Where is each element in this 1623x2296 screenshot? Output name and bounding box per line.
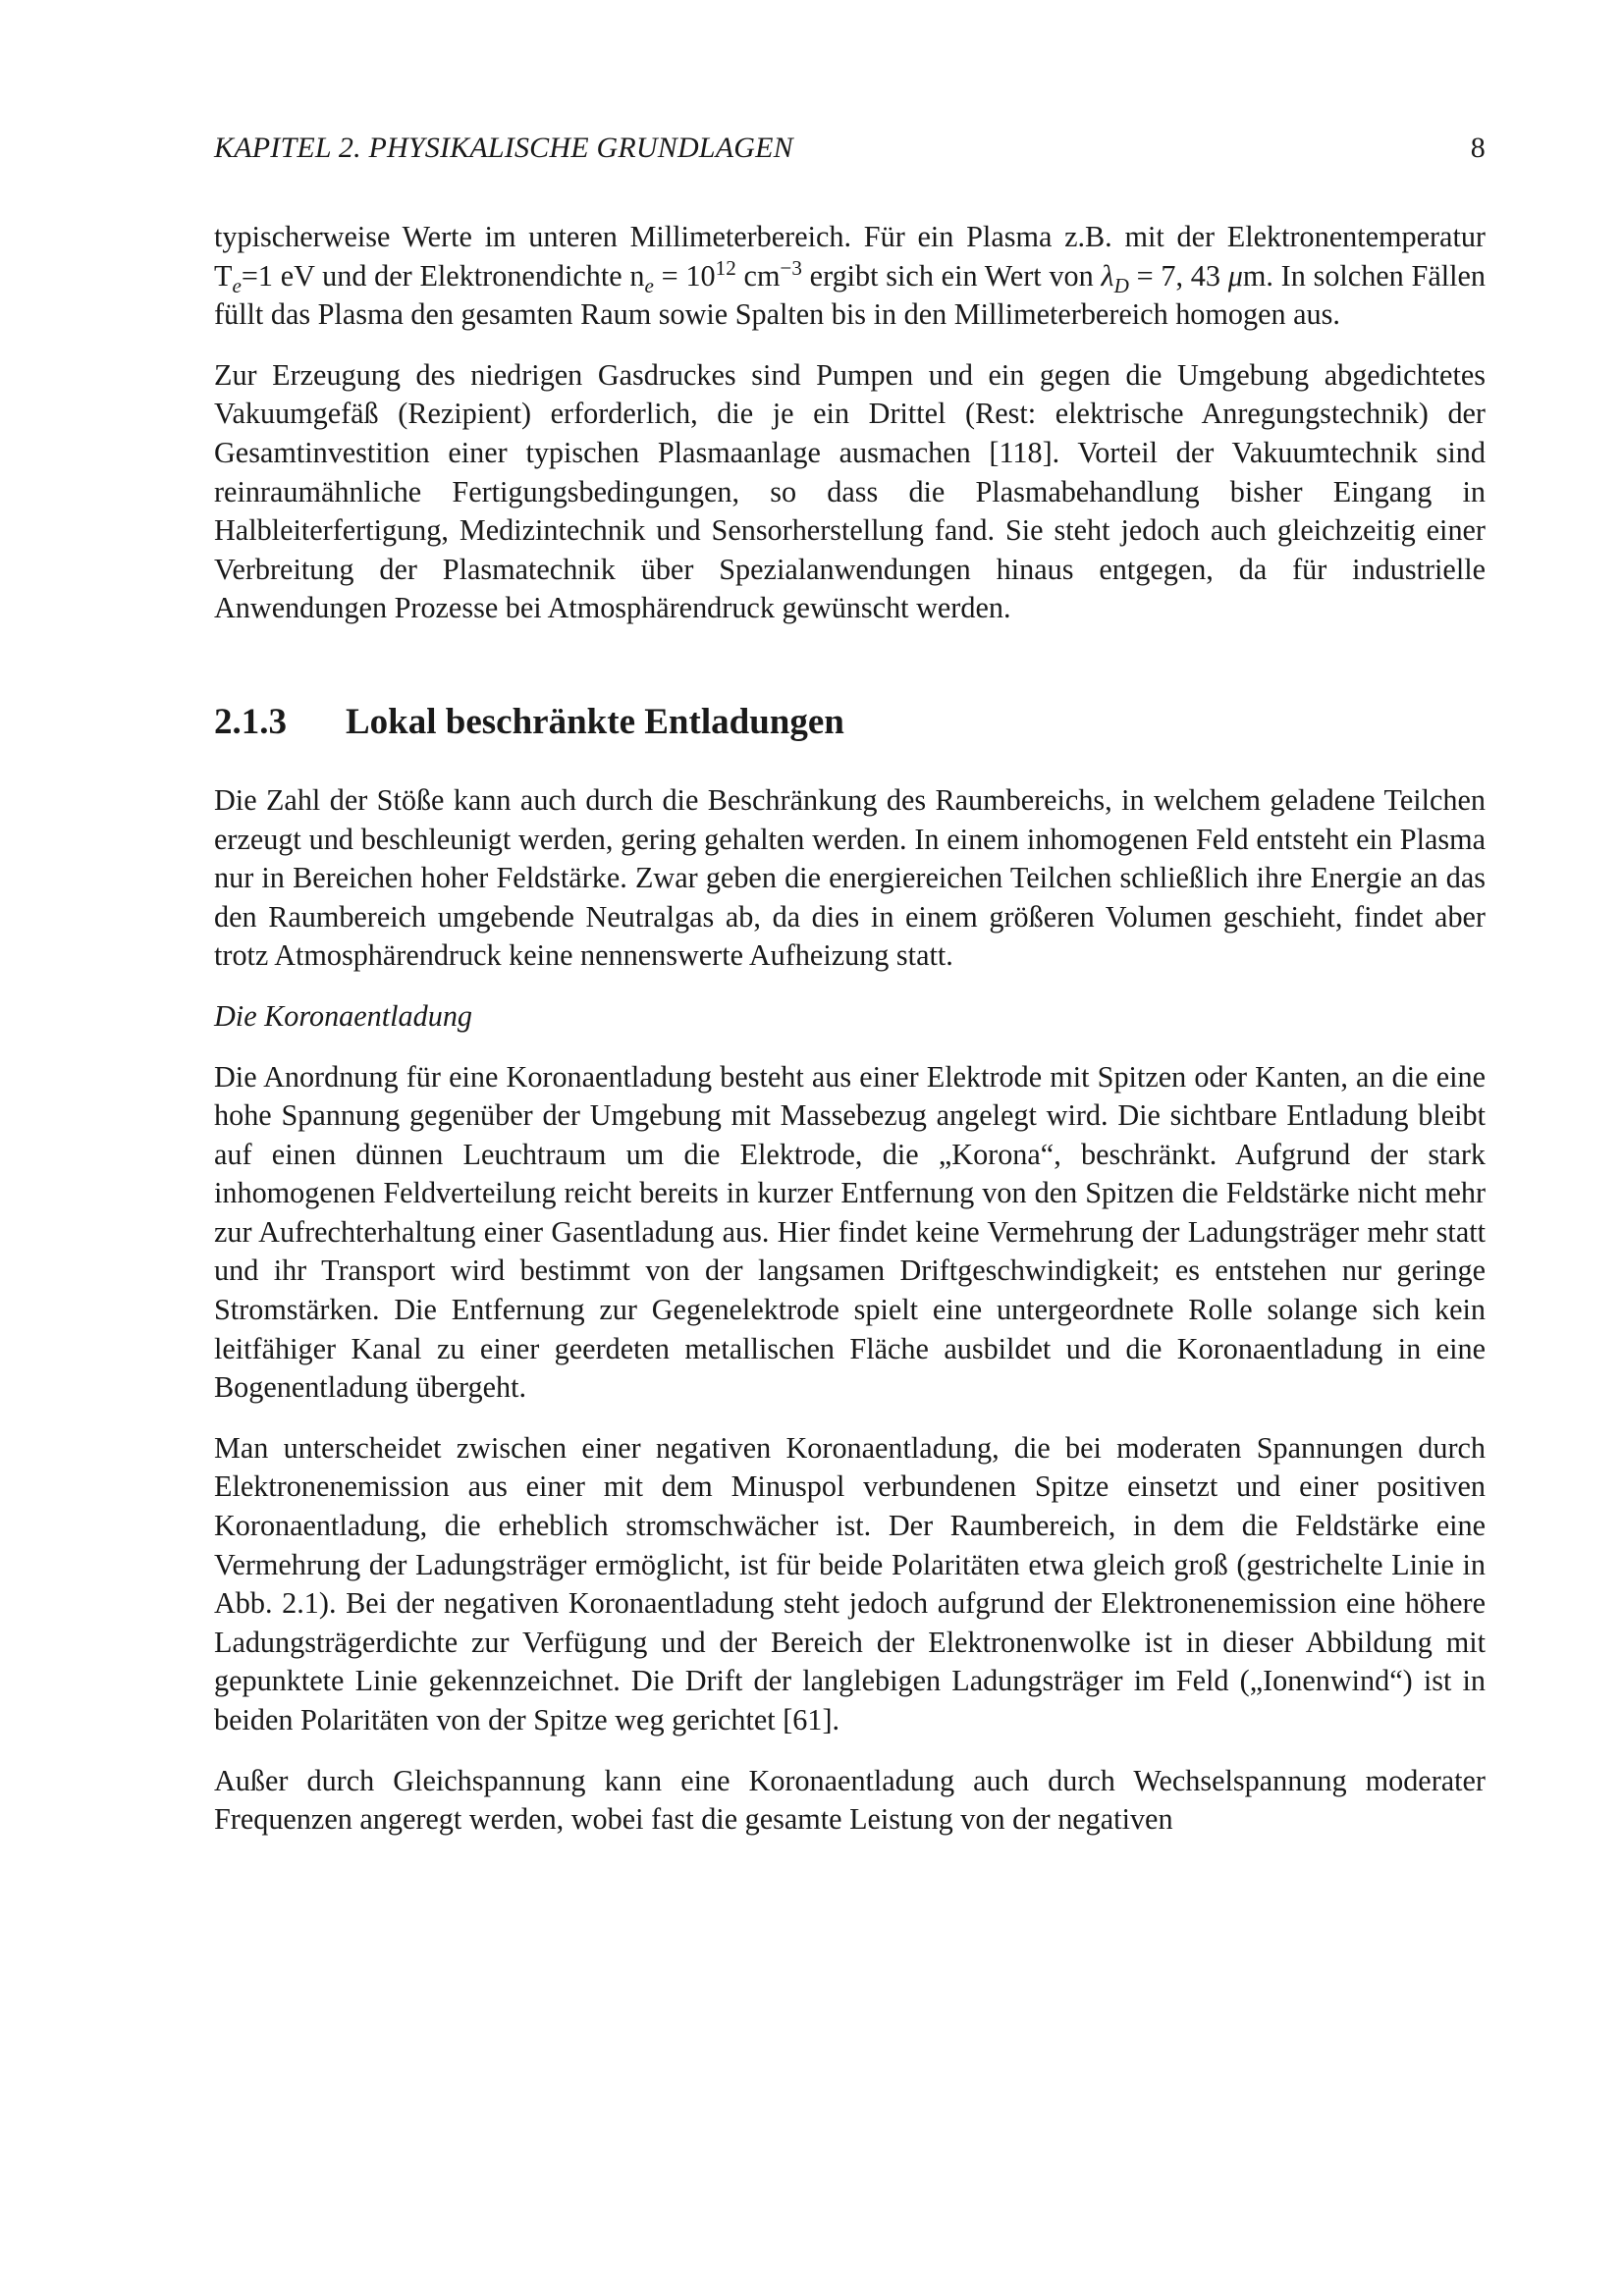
subheading-corona: Die Koronaentladung (214, 998, 473, 1033)
running-header (214, 132, 1486, 171)
chapter-title: KAPITEL 2. PHYSIKALISCHE GRUNDLAGEN (214, 132, 793, 164)
paragraph-debye-length: typischerweise Werte im unteren Millimeterbereich. Für ein Plasma z.B. mit der Elektronentemperatur $T_e=1$ eV und der Elektronendichte $n_e = 10^{12}$ $cm^{-3}$ ergibt sich ein Wert von $\lambda_D = 7$, 43 μm. In solchen Fällen füllt das Plasma den gesamten Raum sowie Spalten bis in den Millimeterbereich homogen aus. (214, 220, 1486, 332)
paragraph-corona-arrangement: Die Anordnung für eine Koronaentladung besteht aus einer Elektrode mit Spitzen oder Kanten, an die eine hohe Spannung gegenüber der Umgebung mit Massebezug angelegt wird. Die sichtbare Entladung bleibt auf einen dünnen Leuchtraum um die Elektrode, die „Korona“, beschränkt. Aufgrund der stark inhomogenen Feldverteilung reicht bereits in kurzer Entfernung von den Spitzen die Feldstärke nicht mehr zur Aufrechterhaltung einer Gasentladung aus. Hier findet keine Vermehrung der Ladungsträger mehr statt und ihr Transport wird bestimmt von der langsamen Driftgeschwindigkeit; es entstehen nur geringe Stromstärken. Die Entfernung zur Gegenelektrode spielt eine untergeordnete Rolle solange sich kein leitfähiger Kanal zu einer geerdeten metallischen Fläche ausbildet und die Koronaentladung in eine Bogenentladung übergeht. (214, 1059, 1486, 1405)
section-heading (214, 701, 1486, 744)
paragraph-ac-corona: Außer durch Gleichspannung kann eine Koronaentladung auch durch Wechselspannung moderater Frequenzen angeregt werden, wobei fast die gesamte Leistung von der negativen (214, 1763, 1486, 1837)
page-number: 8 (1470, 132, 1486, 164)
paragraph-vacuum-technology: Zur Erzeugung des niedrigen Gasdruckes sind Pumpen und ein gegen die Umgebung abgedichtetes Vakuumgefäß (Rezipient) erforderlich, die je ein Drittel (Rest: elektrische Anregungstechnik) der Gesamtinvestition einer typischen Plasmaanlage ausmachen [118]. Vorteil der Vakuumtechnik sind reinraumähnliche Fertigungsbedingungen, so dass die Plasmabehandlung bisher Eingang in Halbleiterfertigung, Medizintechnik und Sensorherstellung fand. Sie steht jedoch auch gleichzeitig einer Verbreitung der Plasmatechnik über Spezialanwendungen hinaus entgegen, da für industrielle Anwendungen Prozesse bei Atmosphärendruck gewünscht werden. (214, 357, 1486, 625)
paragraph-corona-polarity: Man unterscheidet zwischen einer negativen Koronaentladung, die bei moderaten Spannungen durch Elektronenemission aus einer mit dem Minuspol verbundenen Spitze einsetzt und einer positiven Koronaentladung, die erheblich stromschwächer ist. Der Raumbereich, in dem die Feldstärke eine Vermehrung der Ladungsträger ermöglicht, ist für beide Polaritäten etwa gleich groß (gestrichelte Linie in Abb. 2.1). Bei der negativen Koronaentladung steht jedoch aufgrund der Elektronenemission eine höhere Ladungsträgerdichte zur Verfügung und der Bereich der Elektronenwolke ist in dieser Abbildung mit gepunktete Linie gekennzeichnet. Die Drift der langlebigen Ladungsträger im Feld („Ionenwind“) ist in beiden Polaritäten von der Spitze weg gerichtet [61]. (214, 1430, 1486, 1736)
paragraph-localized-discharge: Die Zahl der Stöße kann auch durch die Beschränkung des Raumbereichs, in welchem geladene Teilchen erzeugt und beschleunigt werden, gering gehalten werden. In einem inhomogenen Feld entsteht ein Plasma nur in Bereichen hoher Feldstärke. Zwar geben die energiereichen Teilchen schließlich ihre Energie an das den Raumbereich umgebende Neutralgas ab, da dies in einem größeren Volumen geschieht, findet aber trotz Atmosphärendruck keine nennenswerte Aufheizung statt. (214, 782, 1486, 973)
section-title: Lokal beschränkte Entladungen (346, 701, 844, 742)
section-number: 2.1.3 (214, 701, 287, 742)
body-text (214, 218, 1486, 1861)
